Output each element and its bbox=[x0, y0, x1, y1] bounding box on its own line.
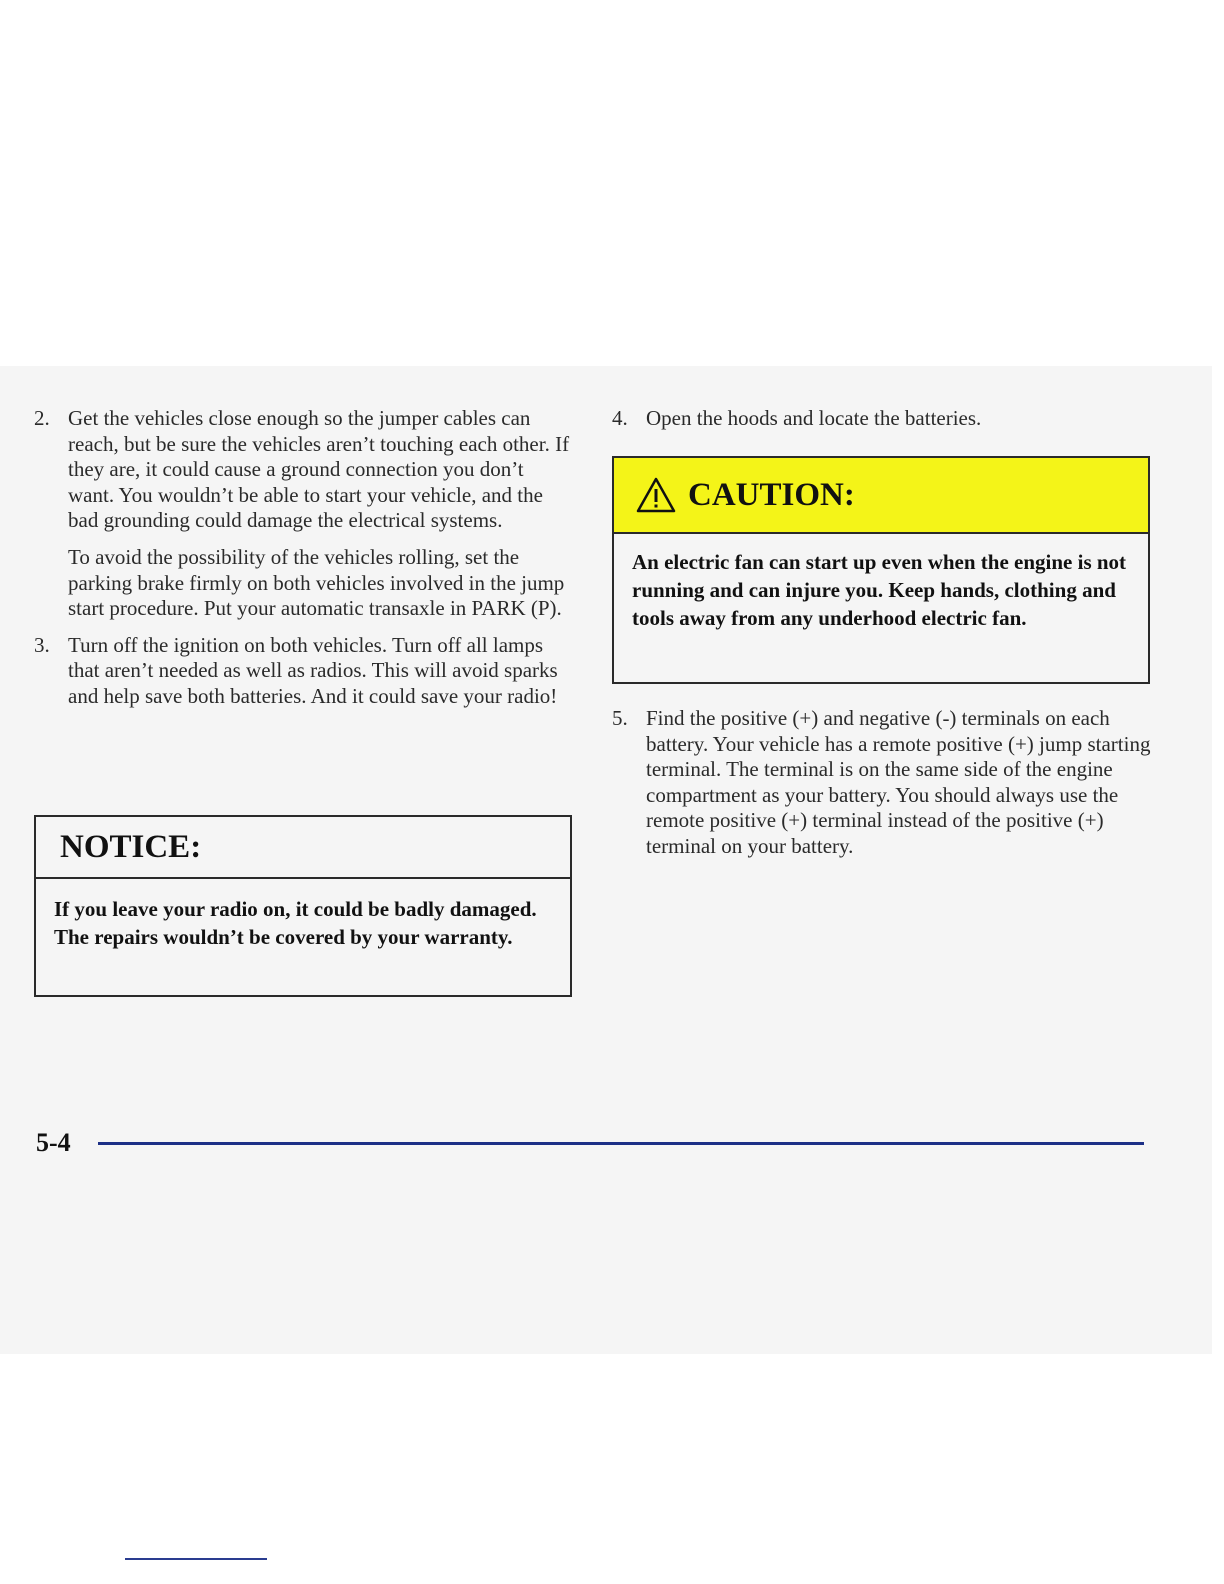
right-column bbox=[612, 406, 1152, 443]
step-number: 2. bbox=[34, 406, 50, 430]
step-2-paragraph-2: To avoid the possibility of the vehicles rolling, set the parking brake firmly on both vehicles involved in the jump start procedure. Put your automatic transaxle in PARK (P). bbox=[68, 544, 565, 621]
step-5 bbox=[612, 706, 1152, 860]
step-number: 5. bbox=[612, 706, 628, 730]
step-2 bbox=[34, 406, 574, 622]
caution-header bbox=[614, 458, 1148, 534]
step-number: 3. bbox=[34, 632, 50, 657]
step-3 bbox=[34, 633, 574, 710]
caution-box bbox=[612, 456, 1150, 684]
right-column-lower bbox=[612, 706, 1152, 871]
footer-rule bbox=[98, 1142, 1144, 1145]
step-3-paragraph-1: Turn off the ignition on both vehicles. Turn off all lamps that aren’t needed as well as radios. This will avoid sparks and help save both batteries. And it could save your radio! bbox=[68, 632, 558, 708]
warning-triangle-icon bbox=[636, 477, 676, 513]
step-number: 4. bbox=[612, 406, 628, 430]
page-number: 5-4 bbox=[36, 1128, 71, 1157]
step-2-paragraph-1: Get the vehicles close enough so the jumper cables can reach, but be sure the vehicles aren’t touching each other. If they are, it could cause a ground connection you don’t want. You wouldn’t be able to start your vehicle, and the bad grounding could damage the electrical systems. bbox=[68, 406, 570, 533]
caution-title: CAUTION: bbox=[688, 476, 855, 513]
notice-title: NOTICE: bbox=[36, 817, 570, 879]
caution-body: An electric fan can start up even when the engine is not running and can injure you. Keep hands, clothing and tools away from any underhood electric fan. bbox=[632, 550, 1127, 630]
bottom-rule bbox=[125, 1558, 267, 1560]
notice-box bbox=[34, 815, 572, 997]
notice-body: If you leave your radio on, it could be badly damaged. The repairs wouldn’t be covered by your warranty. bbox=[54, 897, 537, 949]
step-4 bbox=[612, 406, 1152, 432]
step-4-paragraph-1: Open the hoods and locate the batteries. bbox=[646, 406, 982, 430]
left-column bbox=[34, 406, 574, 721]
step-5-paragraph-1: Find the positive (+) and negative (-) terminals on each battery. Your vehicle has a remote positive (+) jump starting terminal. The terminal is on the same side of the engine compartment as your battery. You should always use the remote positive (+) terminal instead of the positive (+) terminal on your battery. bbox=[646, 706, 1151, 858]
